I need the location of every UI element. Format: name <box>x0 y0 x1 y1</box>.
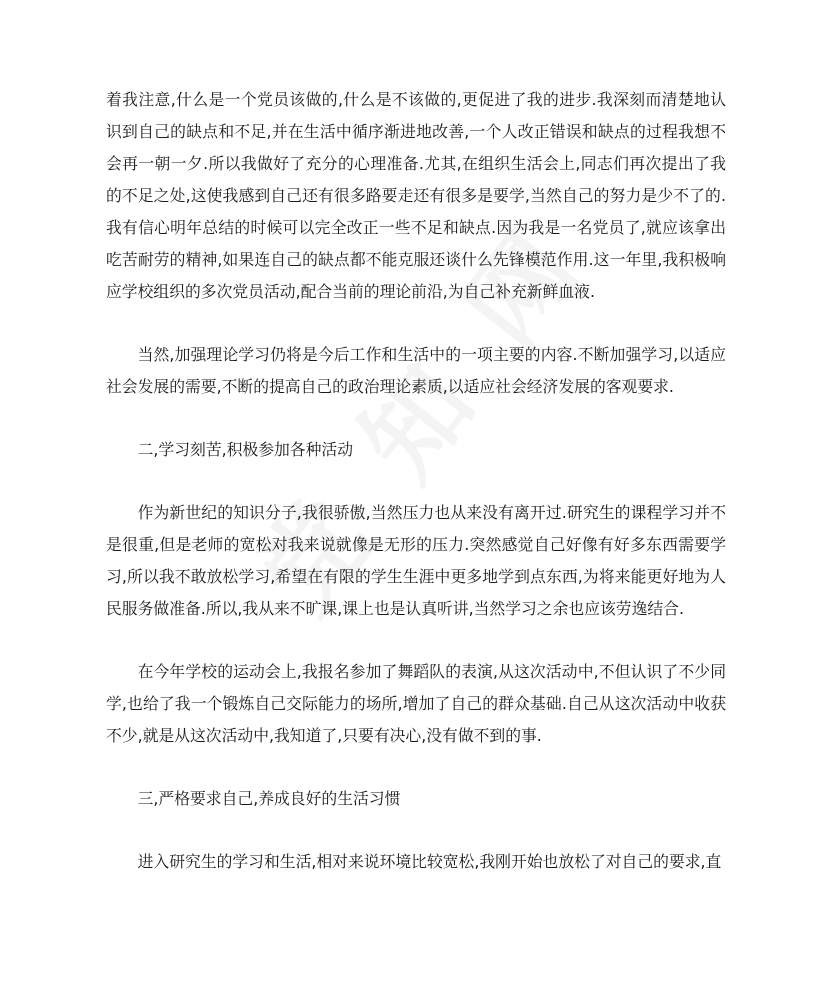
paragraph-5: 进入研究生的学习和生活,相对来说环境比较宽松,我刚开始也放松了对自己的要求,直 <box>137 852 722 871</box>
paragraph-3: 作为新世纪的知识分子,我很骄傲,当然压力也从来没有离开过.研究生的课程学习并不是很重,但是老师的宽松对我来说就像是无形的压力.突然感觉自己好像有好多东西需要学习,所以我不敢放松学习,希望在有限的学生生涯中更多地学到点东西,为将来能更好地为人民服务做准备.所以,我从来不旷课,课上也是认真听讲,当然学习之余也应该劳逸结合. <box>106 503 726 618</box>
paragraph-1: 着我注意,什么是一个党员该做的,什么是不该做的,更促进了我的进步.我深刻而清楚地认识到自己的缺点和不足,并在生活中循序渐进地改善,一个人改正错误和缺点的过程我想不会再一朝一夕.所以我做好了充分的心理准备.尤其,在组织生活会上,同志们再次提出了我的不足之处,这使我感到自己还有很多路要走还有很多是要学,当然自己的努力是少不了的.我有信心明年总结的时候可以完全改正一些不足和缺点.因为我是一名党员了,就应该拿出吃苦耐劳的精神,如果连自己的缺点都不能克服还谈什么先锋模范作用.这一年里,我积极响应学校组织的多次党员活动,配合当前的理论前沿,为自己补充新鲜血液. <box>106 90 726 301</box>
paragraph-2: 当然,加强理论学习仍将是今后工作和生活中的一项主要的内容.不断加强学习,以适应社会发展的需要,不断的提高自己的政治理论素质,以适应社会经济发展的客观要求. <box>106 345 726 396</box>
document-body <box>106 84 726 878</box>
section-heading-3: 三,严格要求自己,养成良好的生活习惯 <box>137 789 401 808</box>
section-heading-2: 二,学习刻苦,积极参加各种活动 <box>137 440 353 459</box>
paragraph-4: 在今年学校的运动会上,我报名参加了舞蹈队的表演,从这次活动中,不但认识了不少同学,也给了我一个锻炼自己交际能力的场所,增加了自己的群众基础.自己从这次活动中收获不少,就是从这次活动中,我知道了,只要有决心,没有做不到的事. <box>106 662 726 745</box>
